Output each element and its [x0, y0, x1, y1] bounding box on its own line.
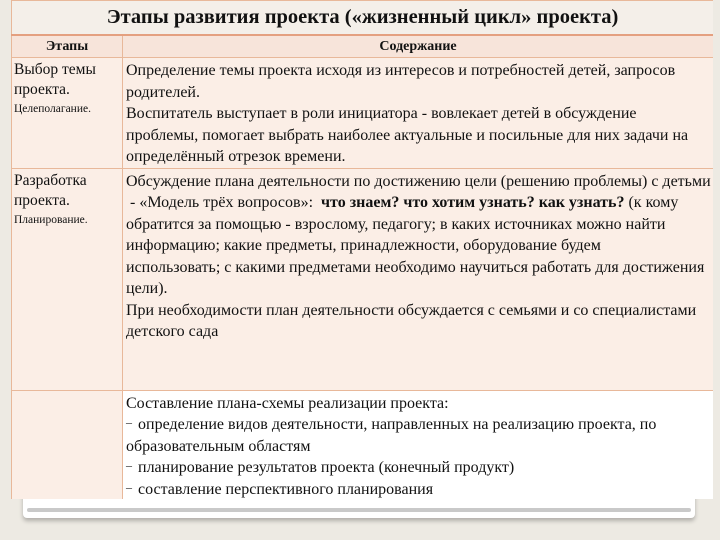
list-item	[126, 479, 711, 500]
project-stages-table	[11, 0, 713, 499]
stage-cell-empty	[12, 390, 123, 499]
column-header-content: Содержание	[123, 35, 714, 58]
content-cell	[123, 390, 714, 499]
list-item	[126, 457, 711, 479]
content-cell	[123, 168, 714, 390]
column-header-stages: Этапы	[12, 35, 123, 58]
dash-bullet-icon: –	[126, 415, 132, 429]
content-paragraph: Воспитатель выступает в роли инициатора - вовлекает детей в обсуждение проблемы, помогает выбрать наиболее актуальные и посильные для них задачи на определённый отрезок времени.	[126, 105, 689, 165]
page-title: Этапы развития проекта («жизненный цикл» проекта)	[12, 1, 714, 36]
table-row	[12, 390, 714, 499]
stage-subtitle: Целеполагание.	[14, 103, 91, 115]
list-item-text: планирование результатов проекта (конечный продукт)	[138, 459, 515, 476]
table-row	[12, 58, 714, 169]
model-prefix: - «Модель трёх вопросов»:	[126, 194, 322, 211]
list-item-text: определение видов деятельности, направленных на реализацию проекта, по образовательным областям	[126, 416, 657, 455]
dash-bullet-icon: –	[126, 458, 132, 472]
content-paragraph: Обсуждение плана деятельности по достижению цели (решению проблемы) с детьми	[126, 172, 711, 190]
stage-name: Разработка проекта.	[14, 171, 87, 209]
stage-cell	[12, 168, 123, 390]
dash-bullet-icon: –	[126, 479, 132, 494]
content-cell	[123, 58, 714, 169]
content-paragraph: использовать; с какими предметами необходимо научиться работать для достижения цели).	[126, 258, 705, 297]
model-questions: что знаем? что хотим узнать? как узнать?	[321, 194, 625, 211]
stage-cell	[12, 58, 123, 169]
content-paragraph: При необходимости план деятельности обсуждается с семьями и со специалистами детского сада	[126, 301, 697, 340]
card-bottom-stripe	[27, 508, 691, 512]
stage-subtitle: Планирование.	[14, 213, 88, 226]
content-paragraph	[126, 192, 711, 257]
plan-title: Составление плана-схемы реализации проекта:	[126, 394, 449, 412]
model-rest: (к кому обратится за помощью - взрослому, педагогу; в каких источниках можно найти информацию; какие предметы, принадлежности, оборудование будем	[126, 194, 679, 254]
list-item-text: составление перспективного планирования	[138, 480, 434, 498]
table-row	[12, 168, 714, 390]
content-paragraph: Определение темы проекта исходя из интересов и потребностей детей, запросов родителей.	[126, 62, 676, 101]
document-sheet	[11, 0, 713, 499]
stage-name: Выбор темы проекта.	[14, 61, 96, 98]
list-item	[126, 414, 711, 457]
